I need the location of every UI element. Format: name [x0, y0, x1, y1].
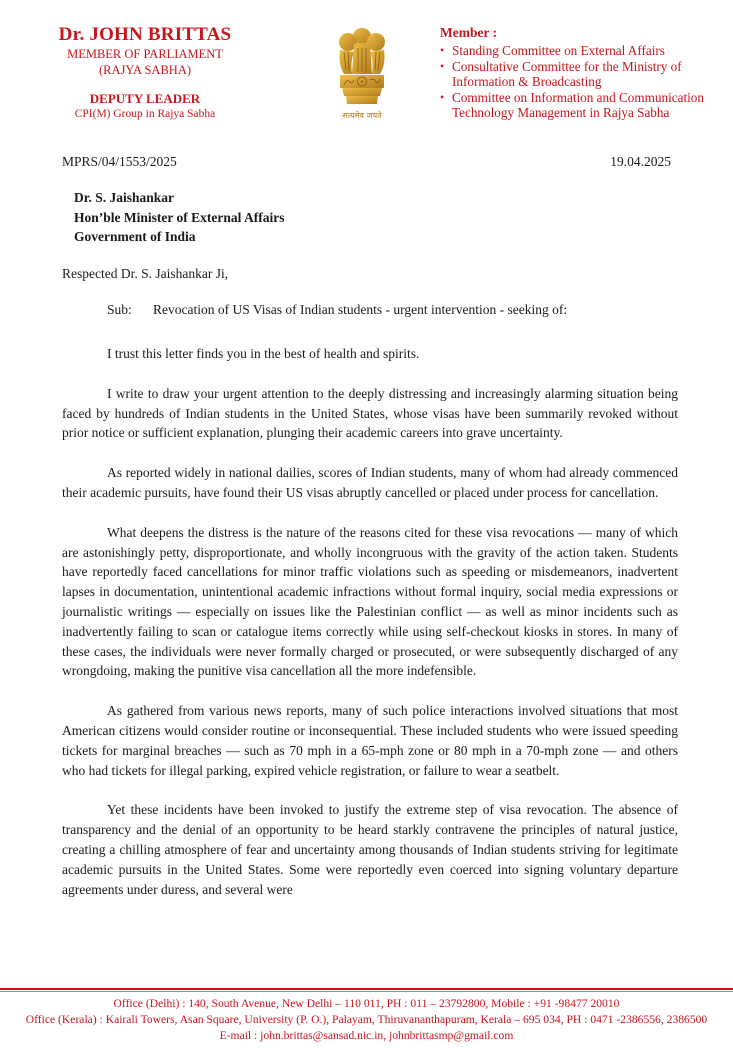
addressee-block — [74, 188, 284, 247]
committee-item: • Committee on Information and Communication Technology Management in Rajya Sabha — [440, 90, 730, 121]
body-paragraph: I write to draw your urgent attention to the deeply distressing and increasingly alarming situation being faced by hundreds of Indian students in the United States, whose visas have been summarily revoked without prior notice or sufficient explanation, plunging their academic careers into grave uncertainty. — [62, 385, 678, 441]
national-emblem-icon — [330, 22, 394, 124]
addressee-name: Dr. S. Jaishankar — [74, 190, 175, 205]
sender-deputy: DEPUTY LEADER — [89, 91, 201, 106]
letter-reference: MPRS/04/1553/2025 — [62, 154, 177, 169]
committee-list — [440, 43, 730, 121]
footer-email: E-mail : john.brittas@sansad.nic.in, johnbrittasmp@gmail.com — [219, 1029, 514, 1042]
letterhead-memberships — [440, 24, 730, 121]
footer-kerala-office: Office (Kerala) : Kairali Towers, Asan Square, University (P. O.), Palayam, Thiruvananthapuram, Kerala – 695 034, PH : 0471 -2386556, 2386500 — [25, 1013, 708, 1026]
body-paragraph: As gathered from various news reports, many of such police interactions involved situations that most American citizens would consider routine or inconsequential. These included students who were issued speeding tickets for marginal breaches — such as 70 mph in a 65-mph zone or 80 mph in a 70-mph zone — and others who had tickets for illegal parking, expired vehicle registration, or failure to wear a seatbelt. — [62, 703, 678, 778]
letterhead-footer — [0, 996, 733, 1044]
subject-line — [107, 302, 567, 318]
letter-date: 19.04.2025 — [610, 154, 671, 169]
subject-text: Revocation of US Visas of Indian students - urgent intervention - seeking of: — [153, 302, 568, 317]
addressee-org: Government of India — [74, 229, 196, 244]
footer-divider — [0, 988, 733, 990]
subject-label: Sub: — [107, 302, 132, 317]
sender-group: CPI(M) Group in Rajya Sabha — [74, 108, 216, 120]
sender-house: (RAJYA SABHA) — [98, 63, 192, 77]
sender-name: Dr. JOHN BRITTAS — [58, 24, 232, 45]
committee-item: • Standing Committee on External Affairs — [440, 43, 730, 59]
footer-divider-thin — [0, 991, 733, 992]
body-paragraph: What deepens the distress is the nature of the reasons cited for these visa revocations — many of which are astonishingly petty, disproportionate, and wholly incongruous with the gravity of the action taken. Students have reportedly faced cancellations for minor traffic violations such as speeding or misdemeanors, inadvertent lapses in documentation, unintentional academic infractions without formal inquiry, social media expressions or journalistic writings — especially on issues like the Palestinian conflict — as well as minor incidents such as inadvertently failing to scan or catalogue items correctly while using self-checkout kiosks in stores. In many of these cases, the individuals were never formally charged or prosecuted, or were subsequently discharged of any wrongdoing, making the punitive visa cancellation all the more indefensible. — [62, 524, 678, 679]
member-heading: Member : — [440, 25, 498, 40]
footer-delhi-office: Office (Delhi) : 140, South Avenue, New Delhi – 110 011, PH : 011 – 23792800, Mobile : +91 -98477 20010 — [113, 997, 620, 1010]
body-paragraph: As reported widely in national dailies, scores of Indian students, many of whom had already commenced their academic pursuits, have found their US visas abruptly cancelled or placed under process for cancellation. — [62, 465, 678, 500]
addressee-title: Hon’ble Minister of External Affairs — [74, 209, 285, 225]
body-paragraph: I trust this letter finds you in the best of health and spirits. — [107, 346, 420, 361]
salutation: Respected Dr. S. Jaishankar Ji, — [62, 266, 229, 281]
committee-item: • Consultative Committee for the Ministry of Information & Broadcasting — [440, 59, 730, 90]
body-paragraph: Yet these incidents have been invoked to justify the extreme step of visa revocation. The absence of transparency and the denial of an opportunity to be heard starkly contravene the principles of natural justice, creating a chilling atmosphere of fear and uncertainty among thousands of Indian students striving for legitimate academic pursuits in the United States. Some were reportedly even coerced into signing voluntary departure agreements under duress, and several were — [62, 802, 678, 897]
emblem-motto: सत्यमेव जयते — [342, 111, 382, 120]
letter-body — [62, 344, 678, 919]
sender-title: MEMBER OF PARLIAMENT — [67, 47, 223, 61]
letterhead-sender — [30, 24, 260, 121]
